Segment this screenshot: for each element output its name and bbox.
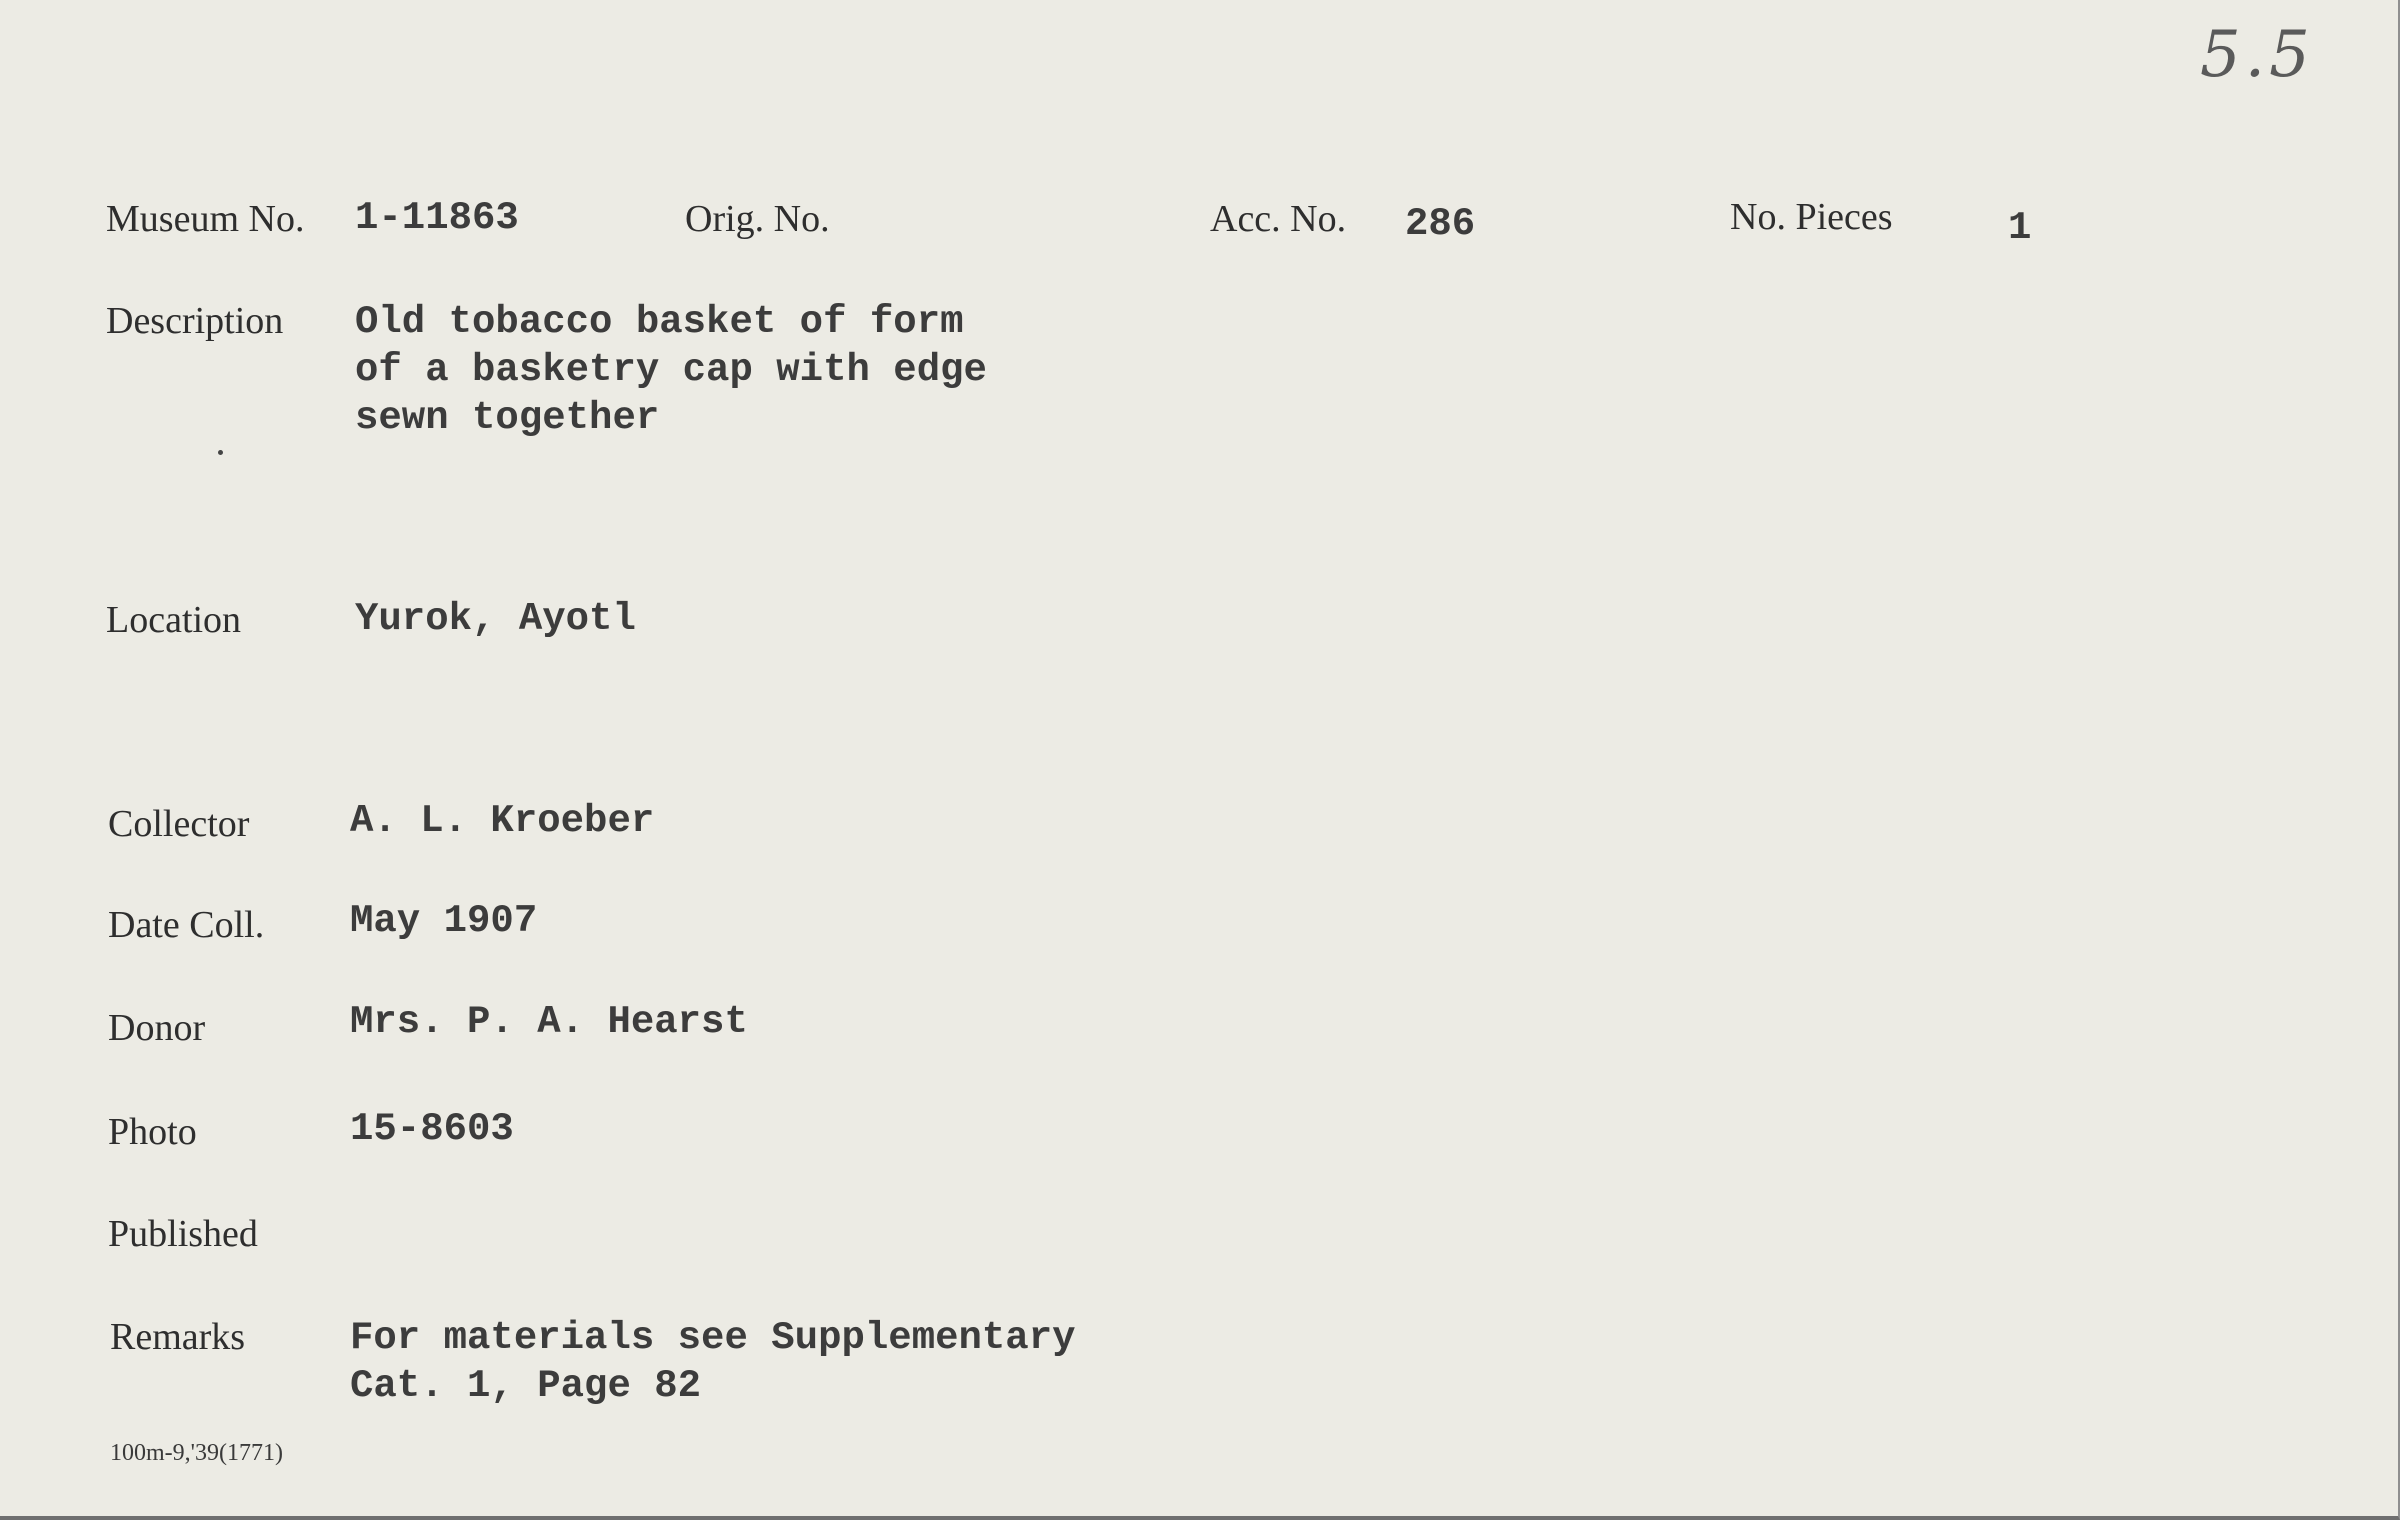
location-value: Yurok, Ayotl — [355, 597, 636, 641]
acc-no-value: 286 — [1405, 202, 1476, 246]
remarks-label: Remarks — [110, 1316, 246, 1358]
collector-label: Collector — [108, 803, 250, 845]
acc-no-label: Acc. No. — [1210, 198, 1347, 240]
collector-value: A. L. Kroeber — [350, 799, 655, 843]
print-code-footer: 100m-9,'39(1771) — [110, 1440, 283, 1466]
photo-label: Photo — [108, 1111, 197, 1153]
donor-value: Mrs. P. A. Hearst — [350, 1000, 748, 1044]
remarks-value: For materials see Supplementary Cat. 1, Page 82 — [350, 1316, 1076, 1408]
date-coll-value: May 1907 — [350, 899, 538, 943]
museum-no-label: Museum No. — [106, 198, 305, 240]
description-label: Description — [106, 300, 284, 342]
location-label: Location — [106, 599, 242, 641]
no-pieces-label: No. Pieces — [1730, 196, 1893, 238]
photo-value: 15-8603 — [350, 1107, 514, 1151]
description-value: Old tobacco basket of form of a basketry cap with edge sewn together — [355, 300, 987, 440]
donor-label: Donor — [108, 1007, 206, 1049]
ink-speck — [218, 450, 223, 455]
orig-no-label: Orig. No. — [685, 198, 830, 240]
no-pieces-value: 1 — [2008, 206, 2032, 250]
handwritten-corner-mark: 5.5 — [2200, 18, 2314, 92]
museum-no-value: 1-11863 — [355, 196, 519, 240]
published-label: Published — [108, 1213, 258, 1255]
date-coll-label: Date Coll. — [108, 904, 265, 946]
